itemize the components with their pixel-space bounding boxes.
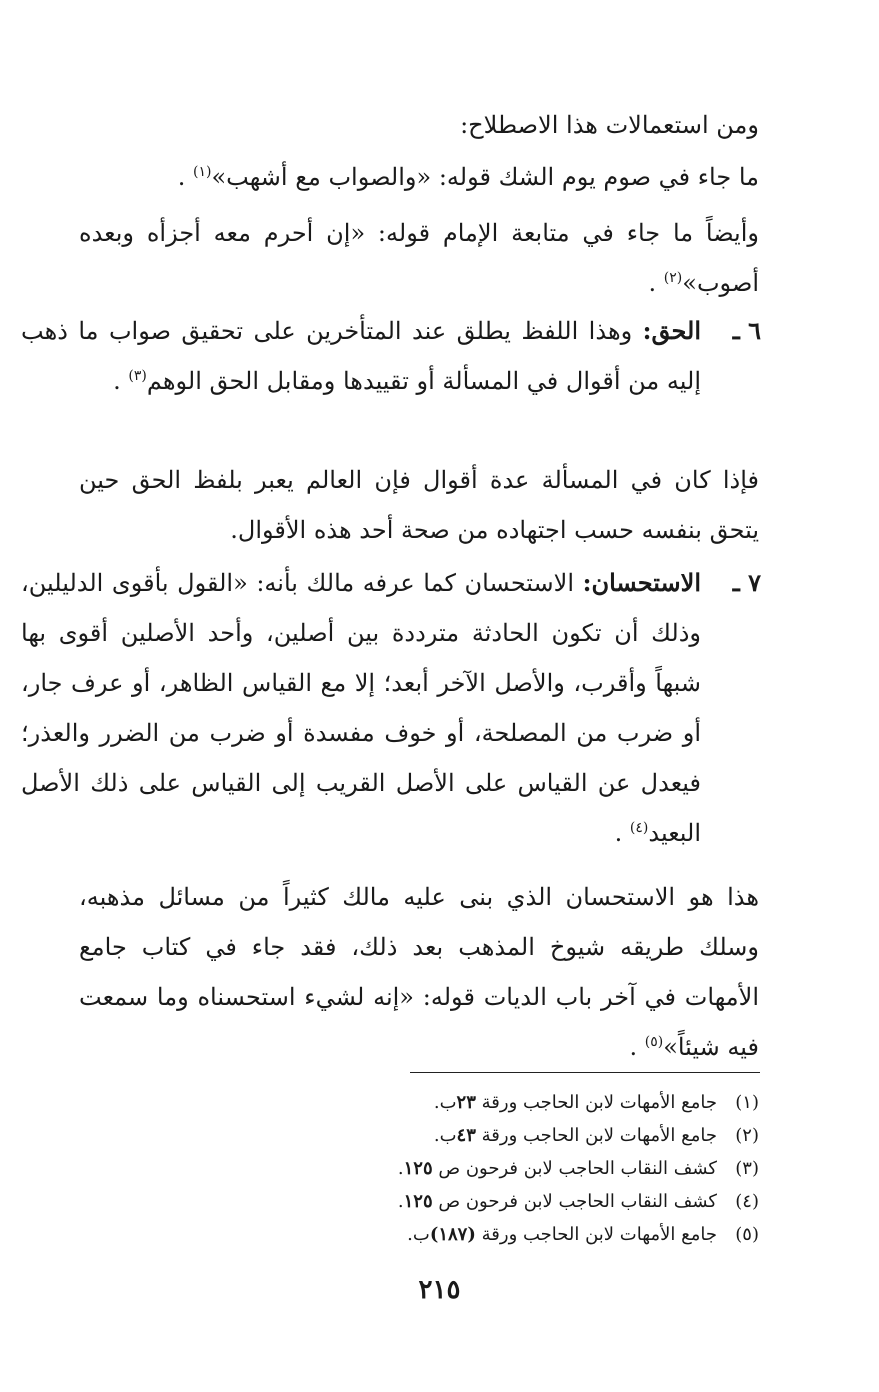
footnote-number: (١)	[735, 1092, 759, 1113]
footnote-text	[434, 1086, 717, 1119]
footnote-source: جامع الأمهات لابن الحاجب ورقة	[481, 1125, 717, 1146]
footnotes-list	[99, 1086, 759, 1251]
footnote-suffix: ب.	[433, 1092, 457, 1113]
footnote-text	[434, 1119, 717, 1152]
footnote-item	[99, 1185, 759, 1218]
item-7	[21, 558, 761, 858]
footnote-suffix: ب.	[433, 1125, 457, 1146]
paragraph-istihsan-end: .	[629, 1033, 638, 1061]
footnote-number: (٣)	[735, 1158, 759, 1179]
footnote-suffix: .	[397, 1158, 404, 1179]
paragraph-al-haqq-text: فإذا كان في المسألة عدة أقوال فإن العالم يعبر بلفظ الحق حين يتحق بنفسه حسب اجتهاده من صحة أحد هذه الأقوال.	[79, 466, 759, 544]
quote-text-2: وأيضاً ما جاء في متابعة الإمام قوله: «إن أحرم معه أجزأه وبعده أصوب»	[79, 219, 759, 297]
footnote-item	[99, 1119, 759, 1152]
paragraph-istihsan-text: هذا هو الاستحسان الذي بنى عليه مالك كثيراً من مسائل مذهبه، وسلك طريقه شيوخ المذهب بعد ذلك، فقد جاء في كتاب جامع الأمهات في آخر باب الديات قوله: «إنه لشيء استحسناه وما سمعت فيه شيئاً»	[79, 883, 759, 1061]
item-6-body	[21, 306, 701, 406]
footnote-ref-2[interactable]: (٢)	[663, 270, 683, 286]
footnote-text	[398, 1152, 717, 1185]
quote-end-2: .	[648, 269, 657, 297]
paragraph-al-haqq	[79, 455, 759, 555]
quote-paragraph-1	[79, 152, 759, 202]
footnote-page: (١٨٧)	[429, 1224, 476, 1245]
item-6-number: ٦ ـ	[732, 316, 761, 345]
footnote-ref-4[interactable]: (٤)	[629, 820, 649, 836]
footnote-item	[99, 1218, 759, 1251]
footnote-source: كشف النقاب الحاجب لابن فرحون ص	[438, 1158, 717, 1179]
intro-text: ومن استعمالات هذا الاصطلاح:	[460, 111, 759, 139]
footnote-page: ١٢٥	[403, 1191, 433, 1212]
footnote-suffix: ب.	[407, 1224, 430, 1245]
footnote-item	[99, 1086, 759, 1119]
item-7-text: الاستحسان كما عرفه مالك بأنه: «القول بأقوى الدليلين، وذلك أن تكون الحادثة مترددة بين أصلين، وأحد الأصلين أقوى بها شبهاً وأقرب، والأصل الآخر أبعد؛ إلا مع القياس الظاهر، أو عرف جار، أو ضرب من المصلحة، أو خوف مفسدة أو ضرب من الضرر والعذر؛ فيعدل عن القياس على الأصل القريب إلى القياس على ذلك الأصل البعيد	[21, 569, 701, 847]
quote-text-1: ما جاء في صوم يوم الشك قوله: «والصواب مع أشهب»	[211, 163, 759, 191]
footnote-ref-1[interactable]: (١)	[193, 164, 212, 180]
footnote-ref-3[interactable]: (٣)	[128, 368, 147, 384]
item-6-end: .	[113, 367, 121, 395]
paragraph-istihsan	[79, 872, 759, 1072]
footnote-source: جامع الأمهات لابن الحاجب ورقة	[481, 1224, 717, 1245]
footnote-text	[407, 1218, 717, 1251]
footnote-page: ٢٣	[456, 1092, 476, 1113]
footnote-number: (٥)	[735, 1224, 759, 1245]
page-number: ٢١٥	[418, 1275, 461, 1305]
footnote-text	[398, 1185, 717, 1218]
item-7-body	[21, 558, 701, 858]
footnote-ref-5[interactable]: (٥)	[644, 1034, 664, 1050]
footnote-source: كشف النقاب الحاجب لابن فرحون ص	[438, 1191, 717, 1212]
footnote-item	[99, 1152, 759, 1185]
footnote-page: ٤٣	[456, 1125, 476, 1146]
item-7-number: ٧ ـ	[732, 568, 761, 597]
footnote-suffix: .	[397, 1191, 404, 1212]
quote-end-1: .	[177, 163, 186, 191]
item-7-term: الاستحسان:	[582, 568, 701, 597]
item-6	[21, 306, 761, 406]
footnote-source: جامع الأمهات لابن الحاجب ورقة	[481, 1092, 717, 1113]
footnote-page: ١٢٥	[403, 1158, 433, 1179]
item-7-end: .	[614, 819, 623, 847]
footnote-divider	[410, 1072, 760, 1073]
item-6-term: الحق:	[642, 316, 701, 345]
item-6-text: وهذا اللفظ يطلق عند المتأخرين على تحقيق صواب ما ذهب إليه من أقوال في المسألة أو تقييدها ومقابل الحق الوهم	[21, 317, 701, 395]
quote-paragraph-2	[79, 208, 759, 308]
footnote-number: (٤)	[735, 1191, 759, 1212]
intro-line	[79, 100, 759, 150]
footnote-number: (٢)	[735, 1125, 759, 1146]
